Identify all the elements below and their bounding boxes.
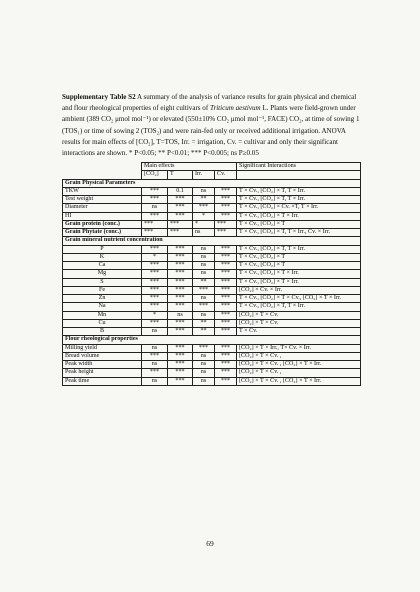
t-cell: *** [168,352,193,360]
irr-cell: ns [193,187,215,195]
t-cell: *** [168,212,193,220]
interaction-cell: T × Cv., [CO₂] × Cv. ×T, T × Irr. [237,204,361,212]
cv-cell: *** [215,212,237,220]
table-row [63,352,361,360]
t-cell: *** [168,278,193,286]
section-row [63,237,361,245]
t-cell: *** [168,328,193,336]
irr-cell: ns [193,229,215,237]
variable-name: Mn [63,311,142,319]
tos-header: T [168,171,193,179]
co2-header: [CO₂] [142,171,168,179]
co2-cell: *** [142,278,168,286]
cv-cell: *** [215,344,237,352]
section-row [63,336,361,344]
co2-cell: ns [142,377,168,385]
interaction-cell: [CO₂] × T × Irr., T× Cv. × Irr. [237,344,361,352]
interaction-cell: T × Cv., [CO₂] × T [237,220,361,228]
cv-cell: *** [215,319,237,327]
section-label: Grain protein (conc.) [63,220,142,228]
variable-name: Peak width [63,361,142,369]
page-number: 69 [206,539,214,548]
cv-cell: *** [215,369,237,377]
cv-cell: *** [215,253,237,261]
variable-name: Ca [63,262,142,270]
t-cell: *** [168,245,193,253]
interaction-cell: T × Cv., [CO₂] × T × Irr. [237,278,361,286]
irrigation-header: Irr. [193,171,215,179]
co2-cell: *** [142,270,168,278]
interaction-cell: T × Cv., [CO₂] × T, T × Irr. [237,245,361,253]
table-row [63,361,361,369]
irr-cell: ns [193,295,215,303]
section-row [63,229,361,237]
interaction-cell: T × Cv., [CO₂] × T, T × Irr. [237,187,361,195]
co2-cell: *** [142,262,168,270]
interaction-cell: [CO₂] × T × Cv. , [237,352,361,360]
co2-cell: *** [142,295,168,303]
cv-cell: *** [215,303,237,311]
table-row [63,204,361,212]
variable-name: Test weight [63,196,142,204]
co2-cell: *** [142,196,168,204]
irr-cell: ns [193,377,215,385]
t-cell: *** [168,286,193,294]
co2-cell: *** [142,352,168,360]
cv-cell: *** [215,286,237,294]
irr-cell: ** [193,196,215,204]
table-caption [62,92,362,159]
interaction-cell: T × Cv., [CO₂] × T × Cv., [CO₂] × T × Irr. [237,295,361,303]
irr-cell: ns [193,311,215,319]
cv-cell: *** [215,328,237,336]
variable-name: Fe [63,286,142,294]
variable-name: Peak height [63,369,142,377]
co2-cell: *** [142,245,168,253]
interaction-cell: T × Cv., [CO₂] × T, T × Irr. [237,303,361,311]
co2-cell: *** [142,303,168,311]
table-row [63,262,361,270]
t-cell: *** [168,196,193,204]
irr-cell: *** [193,303,215,311]
table-row [63,328,361,336]
co2-cell: ns [142,361,168,369]
irr-cell: ns [193,369,215,377]
t-cell: *** [168,253,193,261]
variable-name: Zn [63,295,142,303]
t-cell: *** [168,319,193,327]
irr-cell: ns [193,361,215,369]
irr-cell: * [193,220,215,228]
table-row [63,270,361,278]
cv-cell: *** [215,361,237,369]
section-label: Grain Phytate (conc.) [63,229,142,237]
interaction-cell: T × Cv. [237,328,361,336]
interaction-cell: T × Cv., [CO₂] × T × Irr. [237,270,361,278]
section-label: Flour rheological properties [63,336,361,344]
variable-name: Peak time [63,377,142,385]
table-row [63,253,361,261]
interaction-cell: T × Cv., [CO₂] × T [237,262,361,270]
variable-name: Bread volume [63,352,142,360]
co2-cell: *** [142,220,168,228]
cv-cell: *** [215,377,237,385]
t-cell: *** [168,270,193,278]
section-row [63,220,361,228]
irr-cell: ns [193,262,215,270]
co2-cell: *** [142,229,168,237]
co2-cell: *** [142,319,168,327]
t-cell: *** [168,361,193,369]
cv-cell: *** [215,229,237,237]
co2-cell: *** [142,369,168,377]
table-row [63,212,361,220]
caption-species: Triticum aestivum [209,104,261,113]
co2-cell: *** [142,286,168,294]
table-row [63,187,361,195]
header-row-main [63,163,361,171]
caption-text-2: L. Plants were field-grown under ambient (389 CO₂ μmol mol⁻¹) or elevated (550±10% CO₂ μmol mol⁻¹, FACE) CO₂, at time of sowing 1 (TOS₁) or time of sowing 2 (TOS₂) and were rain-fed only or received additional irrigation. ANOVA results for main effects of [CO₂], T=TOS, Irr. = irrigation, Cv. = cultivar and only their significant interactions are shown. * P<0.05; ** P<0.01; *** P<0.005; ns P≥0.05 [62,104,360,158]
section-label: Grain mineral nutrient concentration [63,237,361,245]
co2-cell: *** [142,212,168,220]
irr-cell: ns [193,253,215,261]
cv-cell: *** [215,187,237,195]
co2-cell: * [142,253,168,261]
cv-cell: *** [215,352,237,360]
irr-cell: ns [193,270,215,278]
co2-cell: * [142,311,168,319]
interaction-cell: T × Cv., [CO₂] × T, T × Irr. [237,196,361,204]
variable-name: Diameter [63,204,142,212]
caption-text-1: A summary of the analysis of variance results for grain physical and chemical and flour rheological properties of eight cultivars of [62,93,357,113]
co2-cell: ns [142,344,168,352]
section-label: Grain Physical Parameters [63,179,361,187]
irr-cell: ** [193,328,215,336]
variable-name: Milling yield [63,344,142,352]
t-cell: *** [168,220,193,228]
cv-cell: *** [215,245,237,253]
irr-cell: ** [193,278,215,286]
section-row [63,179,361,187]
table-row [63,286,361,294]
table-row [63,319,361,327]
variable-name: S [63,278,142,286]
variable-name: Cu [63,319,142,327]
header-row-effects [63,171,361,179]
interaction-cell: [CO₂] × Cv. × Irr. [237,286,361,294]
table-row [63,196,361,204]
caption-label: Supplementary Table S2 [62,93,136,101]
irr-cell: *** [193,344,215,352]
irr-cell: ** [193,319,215,327]
t-cell: *** [168,229,193,237]
interaction-cell: [CO₂] × T × Cv. , [CO₂] × T × Irr. [237,377,361,385]
variable-name: Na [63,303,142,311]
variable-name: Mg [63,270,142,278]
main-effects-header: Main effects [142,163,237,171]
interaction-cell: [CO₂] × T × Cv. [237,311,361,319]
table-row [63,369,361,377]
interaction-cell: [CO₂] × T × Cv. , [CO₂] × T × Irr. [237,361,361,369]
t-cell: *** [168,344,193,352]
cv-cell: *** [215,204,237,212]
interaction-cell: T × Cv., [CO₂] × T [237,253,361,261]
table-row [63,344,361,352]
interaction-cell: T × Cv., [CO₂] × T, T × Irr., Cv. × Irr. [237,229,361,237]
irr-cell: *** [193,204,215,212]
co2-cell: ns [142,204,168,212]
t-cell: *** [168,295,193,303]
co2-cell: ns [142,328,168,336]
cv-cell: *** [215,278,237,286]
irr-cell: *** [193,286,215,294]
cv-cell: *** [215,270,237,278]
cv-cell: *** [215,220,237,228]
irr-cell: ns [193,352,215,360]
interaction-cell: T × Cv., [CO₂] × T × Irr. [237,212,361,220]
co2-cell: *** [142,187,168,195]
table-row [63,303,361,311]
cultivar-header: Cv. [215,171,237,179]
cv-cell: *** [215,311,237,319]
cv-cell: *** [215,295,237,303]
cv-cell: *** [215,262,237,270]
table-row [63,311,361,319]
table-row [63,278,361,286]
cv-cell: *** [215,196,237,204]
t-cell: 0.1 [168,187,193,195]
t-cell: *** [168,303,193,311]
t-cell: *** [168,377,193,385]
anova-table [62,162,361,386]
irr-cell: * [193,212,215,220]
t-cell: *** [168,262,193,270]
variable-name: HI [63,212,142,220]
variable-name: K [63,253,142,261]
table-row [63,245,361,253]
variable-name: B [63,328,142,336]
irr-cell: ns [193,245,215,253]
t-cell: *** [168,369,193,377]
variable-name: P [63,245,142,253]
interaction-cell: [CO₂] × T × Cv. , [237,369,361,377]
table-body [63,179,361,385]
variable-name: TKW [63,187,142,195]
t-cell: *** [168,204,193,212]
significant-interactions-header: Significant Interactions [237,163,361,171]
table-row [63,377,361,385]
interaction-cell: [CO₂] × T × Cv. [237,319,361,327]
t-cell: ns [168,311,193,319]
table-row [63,295,361,303]
